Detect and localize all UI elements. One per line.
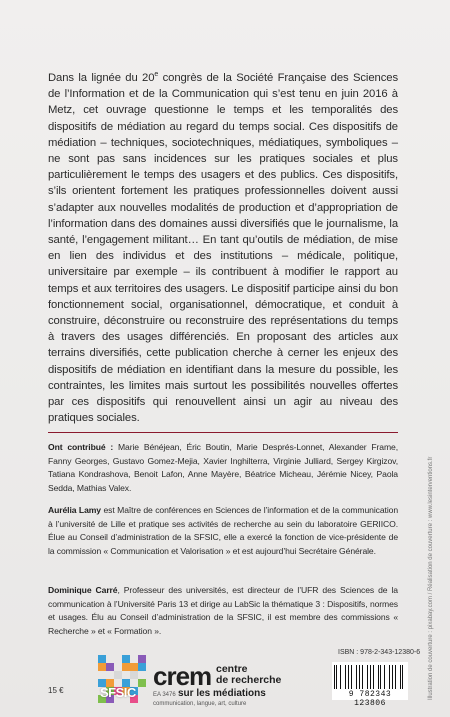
crem-logo-word: crem: [153, 661, 212, 691]
sfsic-logo: [98, 655, 146, 707]
cover-credit: Illustration de couverture : pixabay.com / Réalisation de couverture : www.lesinterventions.fr: [428, 456, 434, 700]
sfsic-mosaic-tile: [122, 663, 130, 671]
barcode-digits: 9 782343 123806: [348, 690, 392, 708]
crem-ea-number: EA 3476: [153, 692, 176, 698]
ordinal-superscript: e: [154, 71, 159, 79]
author-bio-lamy: [48, 504, 398, 558]
sfsic-mosaic-tile: [130, 663, 138, 671]
isbn-label: ISBN : 978-2-343-12380-6: [338, 649, 421, 656]
publisher-logos: [98, 655, 348, 709]
crem-tagline-line1: centre: [216, 663, 248, 675]
contributors-label: Ont contribué :: [48, 442, 114, 452]
sfsic-logo-text: SFSIC: [100, 685, 136, 700]
barcode-bar: [340, 665, 341, 689]
author-name-carre: Dominique Carré: [48, 585, 118, 595]
barcode-bar: [368, 665, 369, 689]
barcode-bar: [397, 665, 398, 689]
sfsic-mosaic-tile: [138, 663, 146, 671]
crem-logo-tagline: [216, 664, 281, 686]
sfsic-mosaic-tile: [138, 655, 146, 663]
author-bio-text-carre: , Professeur des universités, est directeur de l’UFR des Sciences de la communication à l’Université Paris 13 et dirige au LabSic la thématique 3 : Dispositifs, normes et usages. Élu au Conseil d’administration de la SFSIC, il est membre des commissions « Recherche » et « Formation ».: [48, 585, 398, 636]
barcode-bar: [353, 665, 354, 689]
crem-tagline-line2: de recherche: [216, 674, 282, 686]
abstract-text: [48, 70, 398, 426]
separator-rule: [48, 432, 398, 433]
sfsic-mosaic-tile: [122, 655, 130, 663]
sfsic-mosaic-tile: [98, 655, 106, 663]
author-bio-text-lamy: est Maître de conférences en Sciences de l’information et de la communication à l’université de Lille et pratique ses activités de recherche au sein du laboratoire GERIICO. Élue au Conseil d’administration de la SFSIC, elle a exercé la fonction de vice-présidente de la commission « Communication et Valorisation » et est aujourd’hui Secrétaire Générale.: [48, 505, 398, 556]
author-name-lamy: Aurélia Lamy: [48, 505, 101, 515]
sfsic-mosaic-tile: [106, 663, 114, 671]
sfsic-mosaic-tile: [98, 663, 106, 671]
sfsic-mosaic-tile: [130, 671, 138, 679]
contributors-list: Marie Bénéjean, Éric Boutin, Marie Després-Lonnet, Alexander Frame, Fanny Georges, Gustavo Gomez-Mejia, Xavier Inghilterra, Virginie Julliard, Sergey Kirgizov, Tatiana Kondrashova, Benoit Lafon, Anne Mayère, Béatrice Micheau, Jérémie Nicey, Paola Sedda, Mathias Valex.: [48, 442, 398, 493]
sfsic-mosaic-tile: [114, 671, 122, 679]
crem-tagline-line3: sur les médiations: [178, 688, 266, 699]
abstract-part-2: congrès de la Société Française des Sciences de l’Information et de la Communication qui s’est tenu en juin 2016 à Metz, cet ouvrage questionne le temps et les temporalités des dispositifs de médiation au regard du temps social. Ces dispositifs de médiation – techniques, sociotechniques, médiatiques, symboliques – ne sont pas sans incidences sur les pratiques sociales et plus particulièrement le temps des usagers et des publics. Ces dispositifs, s’ils orientent fortement les pratiques professionnelles doivent aussi s’adapter aux nouvelles modalités de production et d’appropriation de l’information dans des domaines aussi diversifiés que le journalisme, la santé, l’engagement militant… En tant qu’outils de médiation, de mise en lien des individus et des institutions – médicale, politique, universitaire par exemple – ils contribuent à modifier le rapport au temps et aux territoires des usagers. Le dispositif participe ainsi du bon fonctionnement social, organisationnel, démocratique, et conduit à construire, déconstruire ou reconstruire des représentations du temps à travers des usages différenciés. En proposant des articles aux terrains diversifiés, cette publication cherche à cerner les enjeux des dispositifs de médiation en identifiant dans la mesure du possible, les contraintes, les limites mais surtout les possibilités nouvelles offertes par ces dispositifs qui renouvellent ainsi un agir au niveau des pratiques sociales.: [48, 72, 398, 425]
barcode-bars: [334, 665, 406, 689]
abstract-part-1: Dans la lignée du 20: [48, 72, 155, 84]
contributors-paragraph: [48, 441, 398, 495]
crem-subtitle: communication, langue, art, culture: [153, 701, 247, 707]
barcode: [332, 662, 408, 708]
author-bio-carre: [48, 584, 398, 638]
price-label: 15 €: [48, 686, 64, 695]
